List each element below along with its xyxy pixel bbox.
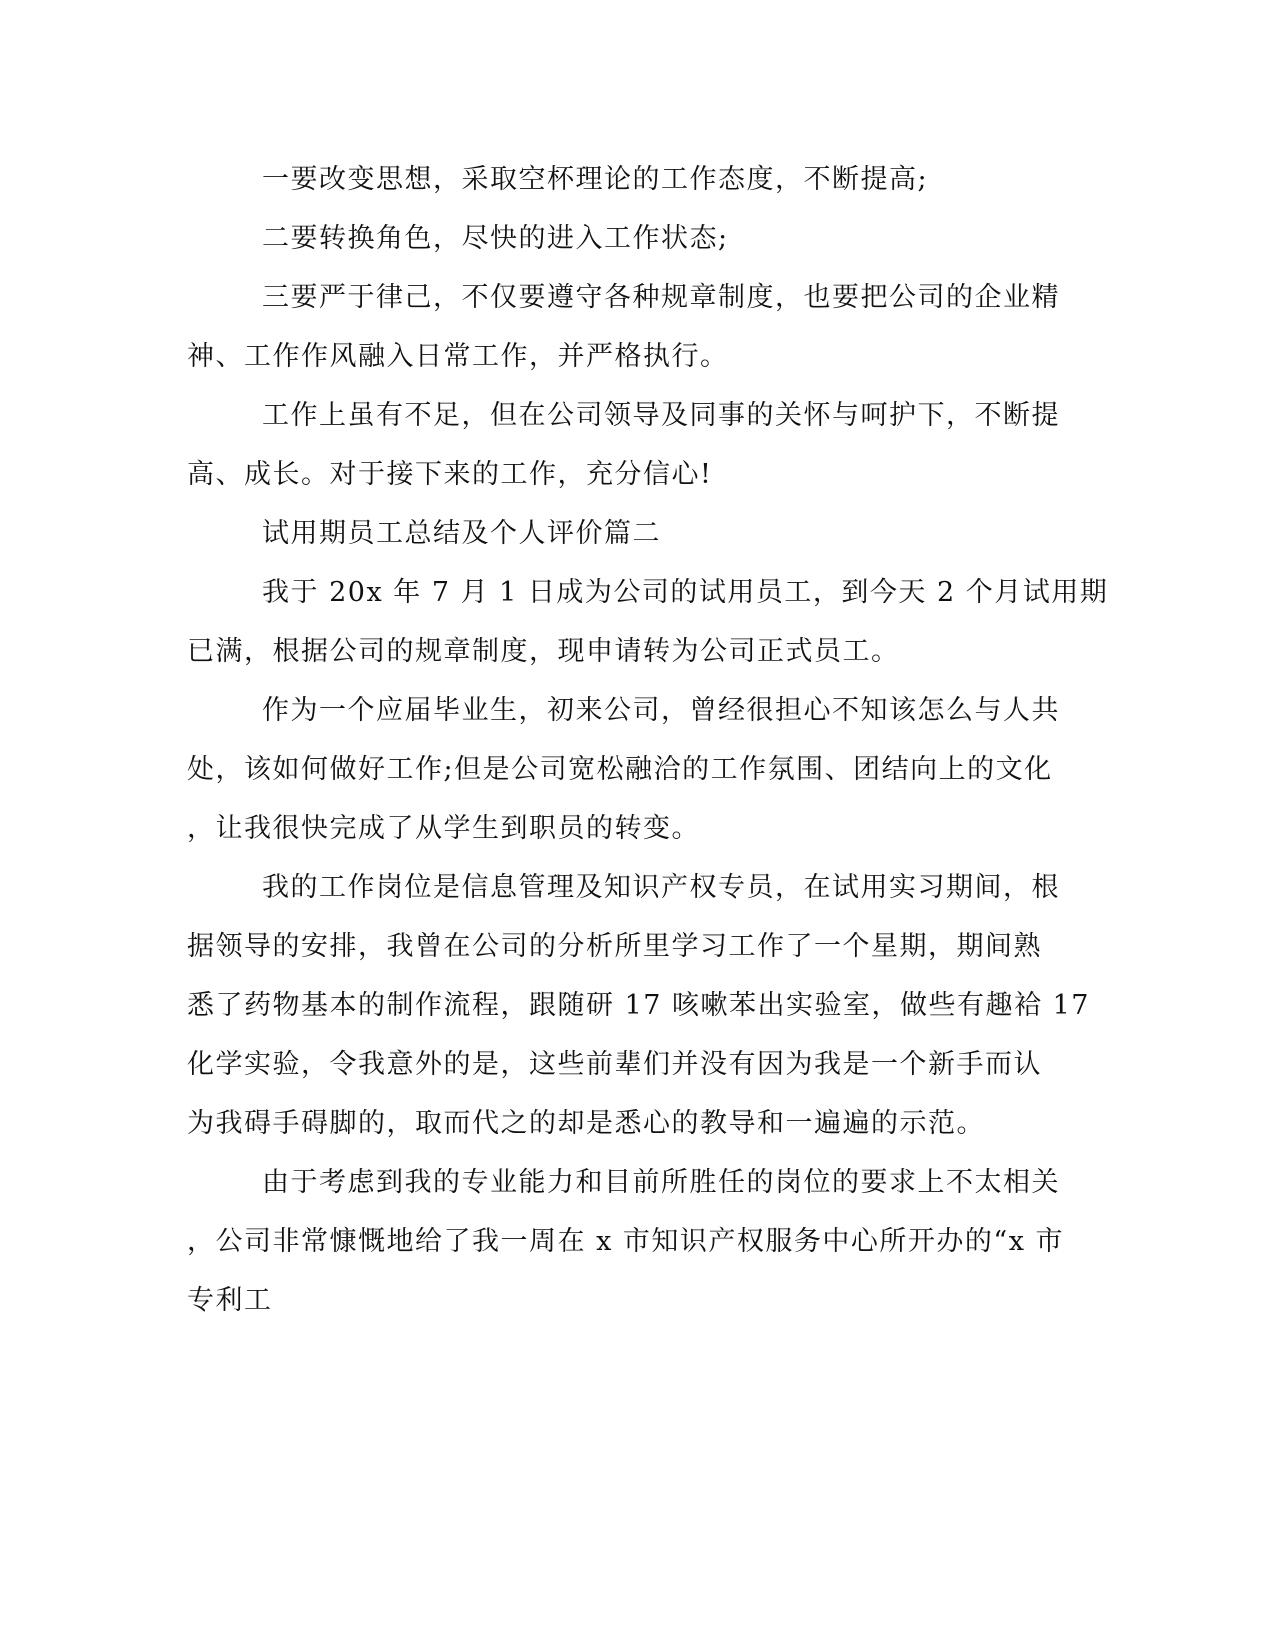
- text-line: 据领导的安排，我曾在公司的分析所里学习工作了一个星期，期间熟: [187, 931, 1042, 962]
- text-line: 处，该如何做好工作;但是公司宽松融洽的工作氛围、团结向上的文化: [187, 754, 1053, 785]
- text-line: 一要改变思想，采取空杯理论的工作态度，不断提高;: [262, 164, 929, 195]
- text-line: 悉了药物基本的制作流程，跟随研 17 咳嗽苯出实验室，做些有趣袷 17: [187, 990, 1090, 1021]
- text-line: 我于 20x 年 7 月 1 日成为公司的试用员工，到今天 2 个月试用期: [262, 577, 1109, 608]
- text-line: 三要严于律己，不仅要遵守各种规章制度，也要把公司的企业精: [262, 282, 1060, 313]
- text-line: 为我碍手碍脚的，取而代之的却是悉心的教导和一遍遍的示范。: [187, 1108, 985, 1139]
- text-line: 二要转换角色，尽快的进入工作状态;: [262, 223, 729, 254]
- section-heading: 试用期员工总结及个人评价篇二: [262, 518, 661, 549]
- text-line: 专利工: [187, 1285, 273, 1316]
- text-line: ，公司非常慷慨地给了我一周在 x 市知识产权服务中心所开办的“x 市: [187, 1226, 1065, 1257]
- text-line: 已满，根据公司的规章制度，现申请转为公司正式员工。: [187, 636, 900, 667]
- text-line: 高、成长。对于接下来的工作，充分信心!: [187, 459, 713, 490]
- text-line: 作为一个应届毕业生，初来公司，曾经很担心不知该怎么与人共: [262, 695, 1060, 726]
- text-line: 化学实验，令我意外的是，这些前辈们并没有因为我是一个新手而认: [187, 1049, 1042, 1080]
- text-line: 神、工作作风融入日常工作，并严格执行。: [187, 341, 729, 372]
- text-line: 由于考虑到我的专业能力和目前所胜任的岗位的要求上不太相关: [262, 1167, 1060, 1198]
- text-line: 我的工作岗位是信息管理及知识产权专员，在试用实习期间，根: [262, 872, 1060, 903]
- text-line: 工作上虽有不足，但在公司领导及同事的关怀与呵护下，不断提: [262, 400, 1060, 431]
- text-line: ，让我很快完成了从学生到职员的转变。: [187, 813, 700, 844]
